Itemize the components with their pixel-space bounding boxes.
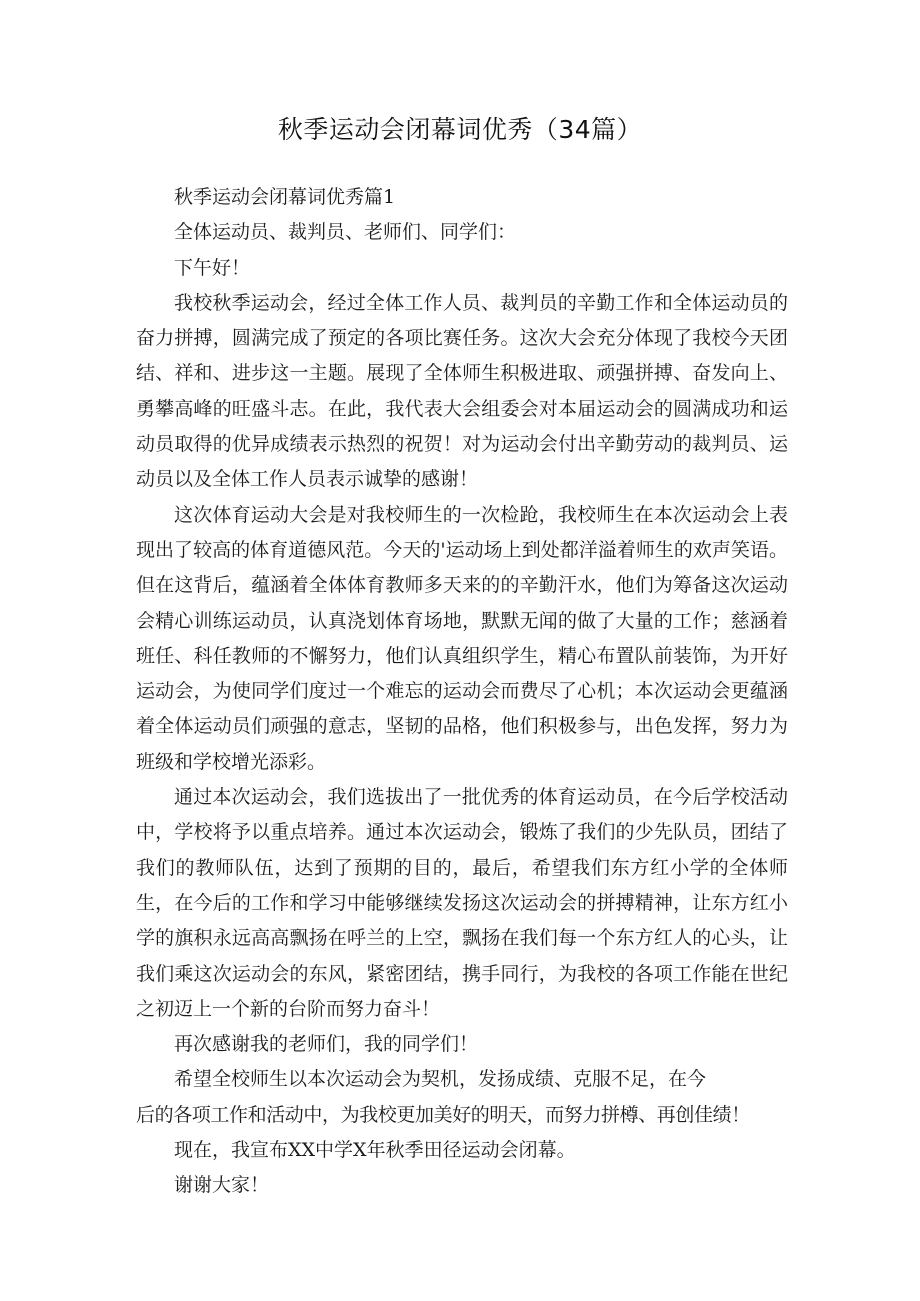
hope-line: 后的各项工作和活动中，为我校更加美好的明天，而努力拼樽、再创佳绩！ [136, 1103, 750, 1126]
hope-line: 希望全校师生以本次运动会为契机，发扬成绩、克服不足，在今 [174, 1068, 707, 1091]
document-title: 秋季运动会闭幕词优秀（34篇） [277, 115, 643, 144]
paragraph: 我校秋季运动会，经过全体工作人员、裁判员的辛勤工作和全体运动员的奋力拼搏，圆满完成了预定的各项比赛任务。这次大会充分体现了我校今天团结、祥和、进步这一主题。展现了全体师生积极进取、顽强拼搏、奋发向上、勇攀高峰的旺盛斗志。在此，我代表大会组委会对本届运动会的圆满成功和运动员取得的优异成绩表示热烈的祝贺！对为运动会付出辛勤劳动的裁判员、运动员以及全体工作人员表示诚挚的感谢！ [136, 291, 788, 491]
hope-paragraph [136, 1062, 788, 1133]
salutation: 全体运动员、裁判员、老师们、同学们： [174, 221, 517, 244]
greeting: 下午好！ [174, 256, 251, 279]
document-body [136, 180, 788, 1204]
paragraph: 这次体育运动大会是对我校师生的一次检跄，我校师生在本次运动会上表现出了较高的体育道德风范。今天的'运动场上到处都洋溢着师生的欢声笑语。但在这背后，蕴涵着全体体育教师多天来的的辛勤汗水，他们为筹备这次运动会精心训练运动员，认真浇划体育场地，默默无闻的做了大量的工作；慈涵着班任、科任教师的不懈努力，他们认真组织学生，精心布置队前装饰，为开好运动会，为使同学们度过一个难忘的运动会而费尽了心机；本次运动会更蕴涵着全体运动员们顽强的意志，坚韧的品格，他们积极参与，出色发挥，努力为班级和学校增光添彩。 [136, 503, 788, 773]
closing: 谢谢大家！ [174, 1174, 270, 1197]
paragraph: 通过本次运动会，我们选拔出了一批优秀的体育运动员，在今后学校活动中，学校将予以重点培养。通过本次运动会，锻炼了我们的少先队员，团结了我们的教师队伍，达到了预期的目的，最后，希望我们东方红小学的全体师生，在今后的工作和学习中能够继续发扬这次运动会的拼搏精神，让东方红小学的旗积永远高高飘扬在呼兰的上空，飘扬在我们每一个东方红人的心头，让我们乘这次运动会的东风，紧密团结，携手同行，为我校的各项工作能在世纪之初迈上一个新的台阶而努力奋斗！ [136, 786, 788, 1020]
section-heading: 秋季运动会闭幕词优秀篇1 [174, 186, 396, 208]
announcement: 现在，我宣布XX中学X年秋季田径运动会闭幕。 [174, 1139, 576, 1162]
thanks-line: 再次感谢我的老师们，我的同学们！ [174, 1033, 479, 1056]
